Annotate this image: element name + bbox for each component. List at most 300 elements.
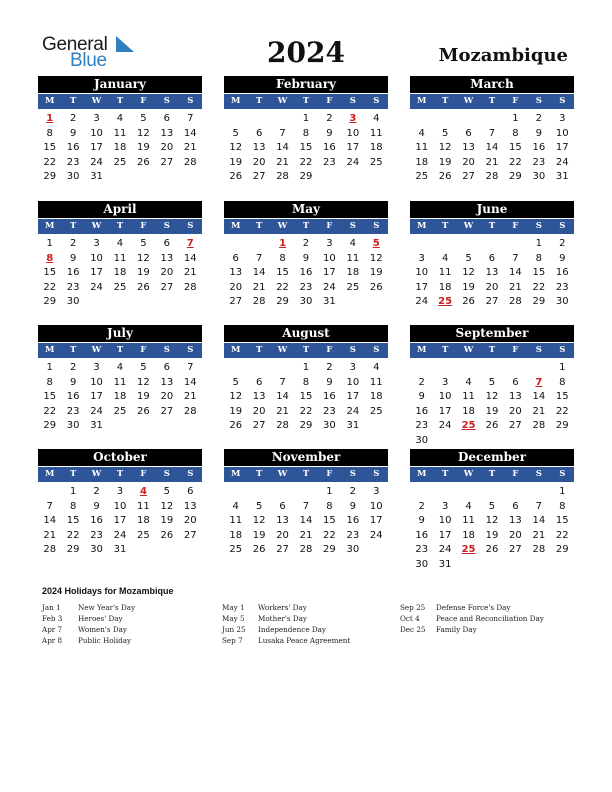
day-grid xyxy=(38,112,202,185)
day: 17 xyxy=(438,405,452,417)
day: 6 xyxy=(163,238,171,249)
day: 3 xyxy=(441,500,449,512)
holiday-name: Mother's Day xyxy=(258,614,307,623)
day: 13 xyxy=(462,142,475,154)
day: 30 xyxy=(66,171,80,183)
month-july xyxy=(38,325,202,434)
day: 16 xyxy=(66,391,80,403)
month-march xyxy=(410,76,574,185)
day: 7 xyxy=(255,252,263,264)
month-june xyxy=(410,201,574,310)
day: 27 xyxy=(252,171,266,183)
day: 26 xyxy=(160,529,174,541)
day: 12 xyxy=(462,267,475,279)
day: 14 xyxy=(252,267,266,279)
day: 22 xyxy=(66,529,80,541)
day-grid xyxy=(410,112,574,185)
day: 31 xyxy=(113,544,127,556)
weekday-label: T xyxy=(255,221,263,231)
day: 7 xyxy=(535,500,543,512)
weekday-label: S xyxy=(373,345,380,355)
day: 12 xyxy=(137,376,150,388)
weekday-label: W xyxy=(463,345,474,355)
day: 23 xyxy=(323,156,336,168)
day: 31 xyxy=(90,171,103,183)
day: 8 xyxy=(302,376,310,388)
day: 2 xyxy=(535,113,543,124)
day: 7 xyxy=(512,252,519,264)
day: 17 xyxy=(438,529,452,541)
weekday-header xyxy=(224,93,388,109)
day: 19 xyxy=(137,142,150,154)
weekday-label: T xyxy=(69,96,77,106)
holiday-entry xyxy=(222,613,350,624)
weekday-label: S xyxy=(187,221,194,231)
month-name: March xyxy=(410,76,574,93)
day: 26 xyxy=(229,420,243,432)
day: 23 xyxy=(415,420,429,432)
day: 12 xyxy=(485,391,499,403)
day: 20 xyxy=(252,156,266,168)
day: 5 xyxy=(163,486,171,497)
day: 30 xyxy=(532,171,546,183)
day-grid xyxy=(410,485,574,573)
weekday-header xyxy=(38,466,202,482)
day: 13 xyxy=(252,391,266,403)
weekday-label: S xyxy=(535,221,542,231)
day: 25 xyxy=(415,171,429,183)
day: 23 xyxy=(66,405,80,417)
empty-cell xyxy=(410,485,433,500)
day: 24 xyxy=(346,405,360,417)
day: 25 xyxy=(113,405,127,417)
day: 8 xyxy=(302,127,310,139)
day: 25 xyxy=(369,156,383,168)
day: 7 xyxy=(279,376,286,388)
day: 11 xyxy=(438,267,452,279)
weekday-label: F xyxy=(140,96,147,106)
day: 18 xyxy=(113,391,127,403)
day: 12 xyxy=(369,252,383,264)
day: 30 xyxy=(415,558,429,570)
weekday-label: S xyxy=(535,345,542,355)
day: 8 xyxy=(326,500,333,512)
empty-cell xyxy=(457,361,480,376)
day: 14 xyxy=(183,127,197,139)
day: 26 xyxy=(438,171,452,183)
day: 13 xyxy=(160,376,174,388)
day: 20 xyxy=(160,142,174,154)
day: 6 xyxy=(279,500,286,512)
day: 12 xyxy=(229,391,243,403)
day: 24 xyxy=(555,156,569,168)
day: 24 xyxy=(369,529,383,541)
month-december xyxy=(410,449,574,573)
holiday-day: 8 xyxy=(46,252,54,264)
month-name: April xyxy=(38,201,202,218)
day: 19 xyxy=(485,405,499,417)
day: 19 xyxy=(229,156,243,168)
day: 14 xyxy=(183,252,197,264)
weekday-label: W xyxy=(91,345,102,355)
weekday-header xyxy=(38,218,202,234)
holiday-entry xyxy=(42,635,135,646)
empty-cell xyxy=(480,237,503,252)
day: 11 xyxy=(137,500,150,512)
day: 11 xyxy=(113,376,127,388)
holiday-date: Dec 25 xyxy=(400,625,426,634)
day: 21 xyxy=(485,156,499,168)
weekday-label: F xyxy=(326,221,333,231)
day: 23 xyxy=(346,529,360,541)
day: 1 xyxy=(69,486,77,497)
empty-cell xyxy=(294,485,317,500)
day: 18 xyxy=(462,405,475,417)
day: 20 xyxy=(462,156,475,168)
day: 16 xyxy=(415,405,429,417)
holiday-entry xyxy=(400,624,544,635)
day: 26 xyxy=(485,420,499,432)
day: 11 xyxy=(229,515,243,527)
weekday-label: F xyxy=(512,221,519,231)
day: 20 xyxy=(183,515,197,527)
weekday-label: M xyxy=(231,469,241,479)
calendar-year: 2024 xyxy=(267,36,345,69)
weekday-label: M xyxy=(417,469,427,479)
day: 3 xyxy=(93,238,100,249)
day: 6 xyxy=(255,127,263,139)
day: 1 xyxy=(559,486,566,497)
weekday-label: F xyxy=(326,96,333,106)
weekday-label: F xyxy=(140,345,147,355)
day: 15 xyxy=(43,142,57,154)
logo-text-general: General xyxy=(42,34,108,55)
day: 2 xyxy=(302,238,310,249)
holiday-day: 5 xyxy=(372,238,380,249)
day: 15 xyxy=(43,267,57,279)
day: 22 xyxy=(555,405,569,417)
day: 16 xyxy=(532,142,546,154)
day: 27 xyxy=(509,420,522,432)
day: 10 xyxy=(90,252,103,264)
weekday-label: T xyxy=(69,221,77,231)
holiday-date: Apr 8 xyxy=(42,636,63,645)
day: 28 xyxy=(299,544,313,556)
day: 27 xyxy=(462,171,475,183)
day: 28 xyxy=(485,171,499,183)
day: 19 xyxy=(160,515,174,527)
weekday-label: T xyxy=(488,345,496,355)
month-name: August xyxy=(224,325,388,342)
day: 19 xyxy=(462,281,475,293)
day: 3 xyxy=(441,376,449,388)
day-grid xyxy=(410,361,574,449)
day: 21 xyxy=(43,529,57,541)
day: 3 xyxy=(418,252,425,264)
month-may xyxy=(224,201,388,310)
day: 3 xyxy=(559,113,566,124)
day: 6 xyxy=(512,376,519,388)
weekday-label: W xyxy=(463,221,474,231)
day: 28 xyxy=(183,156,197,168)
day: 22 xyxy=(43,156,57,168)
month-name: February xyxy=(224,76,388,93)
day: 11 xyxy=(113,252,127,264)
day: 8 xyxy=(535,252,543,264)
holiday-list-column xyxy=(222,602,350,646)
day: 13 xyxy=(485,267,499,279)
day: 4 xyxy=(116,238,124,249)
day: 12 xyxy=(229,142,243,154)
day: 9 xyxy=(93,500,100,512)
weekday-label: S xyxy=(163,345,170,355)
weekday-label: W xyxy=(277,221,288,231)
day: 9 xyxy=(69,127,77,139)
holiday-day: 25 xyxy=(461,420,476,432)
empty-cell xyxy=(247,237,270,252)
day: 12 xyxy=(485,515,499,527)
day: 4 xyxy=(116,362,124,373)
empty-cell xyxy=(247,361,270,376)
day: 16 xyxy=(66,142,80,154)
day: 1 xyxy=(46,362,53,373)
day: 18 xyxy=(369,142,383,154)
holiday-entry xyxy=(42,602,135,613)
day: 18 xyxy=(137,515,150,527)
day: 17 xyxy=(90,142,103,154)
day: 22 xyxy=(555,529,569,541)
day: 15 xyxy=(555,515,569,527)
day: 26 xyxy=(229,171,243,183)
weekday-label: T xyxy=(255,345,263,355)
holiday-list-column xyxy=(42,602,135,646)
weekday-label: S xyxy=(349,96,356,106)
empty-cell xyxy=(247,112,270,127)
day: 24 xyxy=(90,281,103,293)
weekday-label: M xyxy=(45,221,55,231)
holiday-name: Public Holiday xyxy=(78,636,132,645)
weekday-label: M xyxy=(231,221,241,231)
holiday-date: Jan 1 xyxy=(42,603,61,612)
day: 2 xyxy=(418,500,425,512)
day: 27 xyxy=(160,281,174,293)
month-november xyxy=(224,449,388,558)
weekday-label: F xyxy=(140,221,147,231)
day: 1 xyxy=(326,486,333,497)
day: 17 xyxy=(113,515,127,527)
holiday-name: New Year's Day xyxy=(78,603,136,612)
weekday-label: W xyxy=(463,96,474,106)
day: 26 xyxy=(137,156,150,168)
day: 1 xyxy=(535,238,543,249)
weekday-label: S xyxy=(349,469,356,479)
day: 12 xyxy=(137,127,150,139)
holiday-entry xyxy=(400,613,544,624)
day: 28 xyxy=(532,420,546,432)
weekday-header xyxy=(38,342,202,358)
weekday-label: T xyxy=(488,469,496,479)
day: 4 xyxy=(373,113,380,124)
weekday-label: W xyxy=(91,96,102,106)
day: 23 xyxy=(66,281,80,293)
weekday-label: S xyxy=(187,96,194,106)
empty-cell xyxy=(480,112,503,127)
day: 2 xyxy=(349,486,357,497)
day: 19 xyxy=(369,267,383,279)
holiday-name: Independence Day xyxy=(258,625,326,634)
day: 22 xyxy=(299,156,313,168)
day: 10 xyxy=(90,127,103,139)
day: 15 xyxy=(509,142,522,154)
weekday-label: F xyxy=(140,469,147,479)
day: 28 xyxy=(183,405,197,417)
day: 1 xyxy=(512,113,519,124)
month-january xyxy=(38,76,202,185)
month-name: October xyxy=(38,449,202,466)
day: 10 xyxy=(555,127,569,139)
empty-cell xyxy=(457,237,480,252)
weekday-label: T xyxy=(488,96,496,106)
day: 23 xyxy=(532,156,546,168)
day: 3 xyxy=(116,486,124,497)
weekday-label: T xyxy=(255,96,263,106)
holiday-day: 1 xyxy=(46,113,54,124)
day: 4 xyxy=(373,362,380,373)
day: 10 xyxy=(346,376,360,388)
month-name: June xyxy=(410,201,574,218)
empty-cell xyxy=(457,485,480,500)
day: 27 xyxy=(485,296,499,308)
day: 14 xyxy=(485,142,499,154)
day-grid xyxy=(38,361,202,434)
day: 9 xyxy=(418,515,425,527)
day: 22 xyxy=(509,156,522,168)
day: 18 xyxy=(346,267,360,279)
day: 25 xyxy=(113,156,127,168)
day-grid xyxy=(224,485,388,558)
holiday-day: 7 xyxy=(535,376,543,388)
day: 17 xyxy=(369,515,383,527)
day: 31 xyxy=(346,420,360,432)
weekday-label: S xyxy=(559,221,566,231)
day: 6 xyxy=(255,376,263,388)
weekday-label: T xyxy=(441,469,449,479)
day: 26 xyxy=(369,281,383,293)
empty-cell xyxy=(271,361,294,376)
day: 20 xyxy=(229,281,243,293)
day: 25 xyxy=(369,405,383,417)
day: 20 xyxy=(160,391,174,403)
weekday-header xyxy=(224,466,388,482)
day: 23 xyxy=(66,156,80,168)
day: 24 xyxy=(323,281,336,293)
day: 15 xyxy=(532,267,546,279)
day: 14 xyxy=(509,267,522,279)
day: 13 xyxy=(276,515,289,527)
holiday-day: 1 xyxy=(279,238,287,249)
day: 10 xyxy=(415,267,429,279)
day: 28 xyxy=(252,296,266,308)
day: 25 xyxy=(137,529,150,541)
day: 15 xyxy=(299,142,313,154)
day: 8 xyxy=(69,500,77,512)
day: 6 xyxy=(163,362,171,373)
weekday-label: T xyxy=(116,469,124,479)
day: 14 xyxy=(276,391,289,403)
holiday-name: Family Day xyxy=(436,625,477,634)
holiday-name: Heroes' Day xyxy=(78,614,123,623)
day: 30 xyxy=(66,420,80,432)
day: 14 xyxy=(532,391,546,403)
day: 13 xyxy=(183,500,197,512)
day: 17 xyxy=(346,391,360,403)
day: 4 xyxy=(465,500,472,512)
day: 2 xyxy=(69,362,77,373)
day: 23 xyxy=(555,281,569,293)
weekday-label: S xyxy=(535,469,542,479)
day: 28 xyxy=(532,544,546,556)
day: 30 xyxy=(323,420,336,432)
day: 21 xyxy=(532,529,546,541)
day: 26 xyxy=(137,405,150,417)
empty-cell xyxy=(224,361,247,376)
day: 16 xyxy=(66,267,80,279)
day: 22 xyxy=(43,405,57,417)
day: 9 xyxy=(69,376,77,388)
day: 15 xyxy=(43,391,57,403)
month-name: September xyxy=(410,325,574,342)
day: 28 xyxy=(276,171,289,183)
weekday-header xyxy=(224,342,388,358)
weekday-label: M xyxy=(45,345,55,355)
day: 16 xyxy=(90,515,103,527)
weekday-label: S xyxy=(559,345,566,355)
day: 20 xyxy=(252,405,266,417)
day: 29 xyxy=(555,544,569,556)
day: 10 xyxy=(90,376,103,388)
day: 25 xyxy=(229,544,243,556)
weekday-label: T xyxy=(441,96,449,106)
day: 30 xyxy=(299,296,313,308)
day: 4 xyxy=(116,113,124,124)
day: 9 xyxy=(326,127,333,139)
day: 24 xyxy=(438,544,452,556)
weekday-label: T xyxy=(69,345,77,355)
day: 18 xyxy=(113,267,127,279)
day: 26 xyxy=(252,544,266,556)
day: 13 xyxy=(509,515,522,527)
day: 27 xyxy=(160,156,174,168)
country-name: Mozambique xyxy=(438,45,568,66)
day: 2 xyxy=(69,238,77,249)
day: 18 xyxy=(229,529,243,541)
day: 15 xyxy=(276,267,289,279)
day: 28 xyxy=(183,281,197,293)
weekday-label: T xyxy=(116,96,124,106)
day: 14 xyxy=(299,515,313,527)
day: 29 xyxy=(555,420,569,432)
day: 9 xyxy=(69,252,77,264)
day: 24 xyxy=(113,529,127,541)
day: 22 xyxy=(299,405,313,417)
day: 27 xyxy=(252,420,266,432)
day: 11 xyxy=(415,142,429,154)
empty-cell xyxy=(504,237,527,252)
day: 16 xyxy=(299,267,313,279)
holiday-entry xyxy=(222,602,350,613)
empty-cell xyxy=(247,485,270,500)
holiday-day: 3 xyxy=(349,113,357,124)
